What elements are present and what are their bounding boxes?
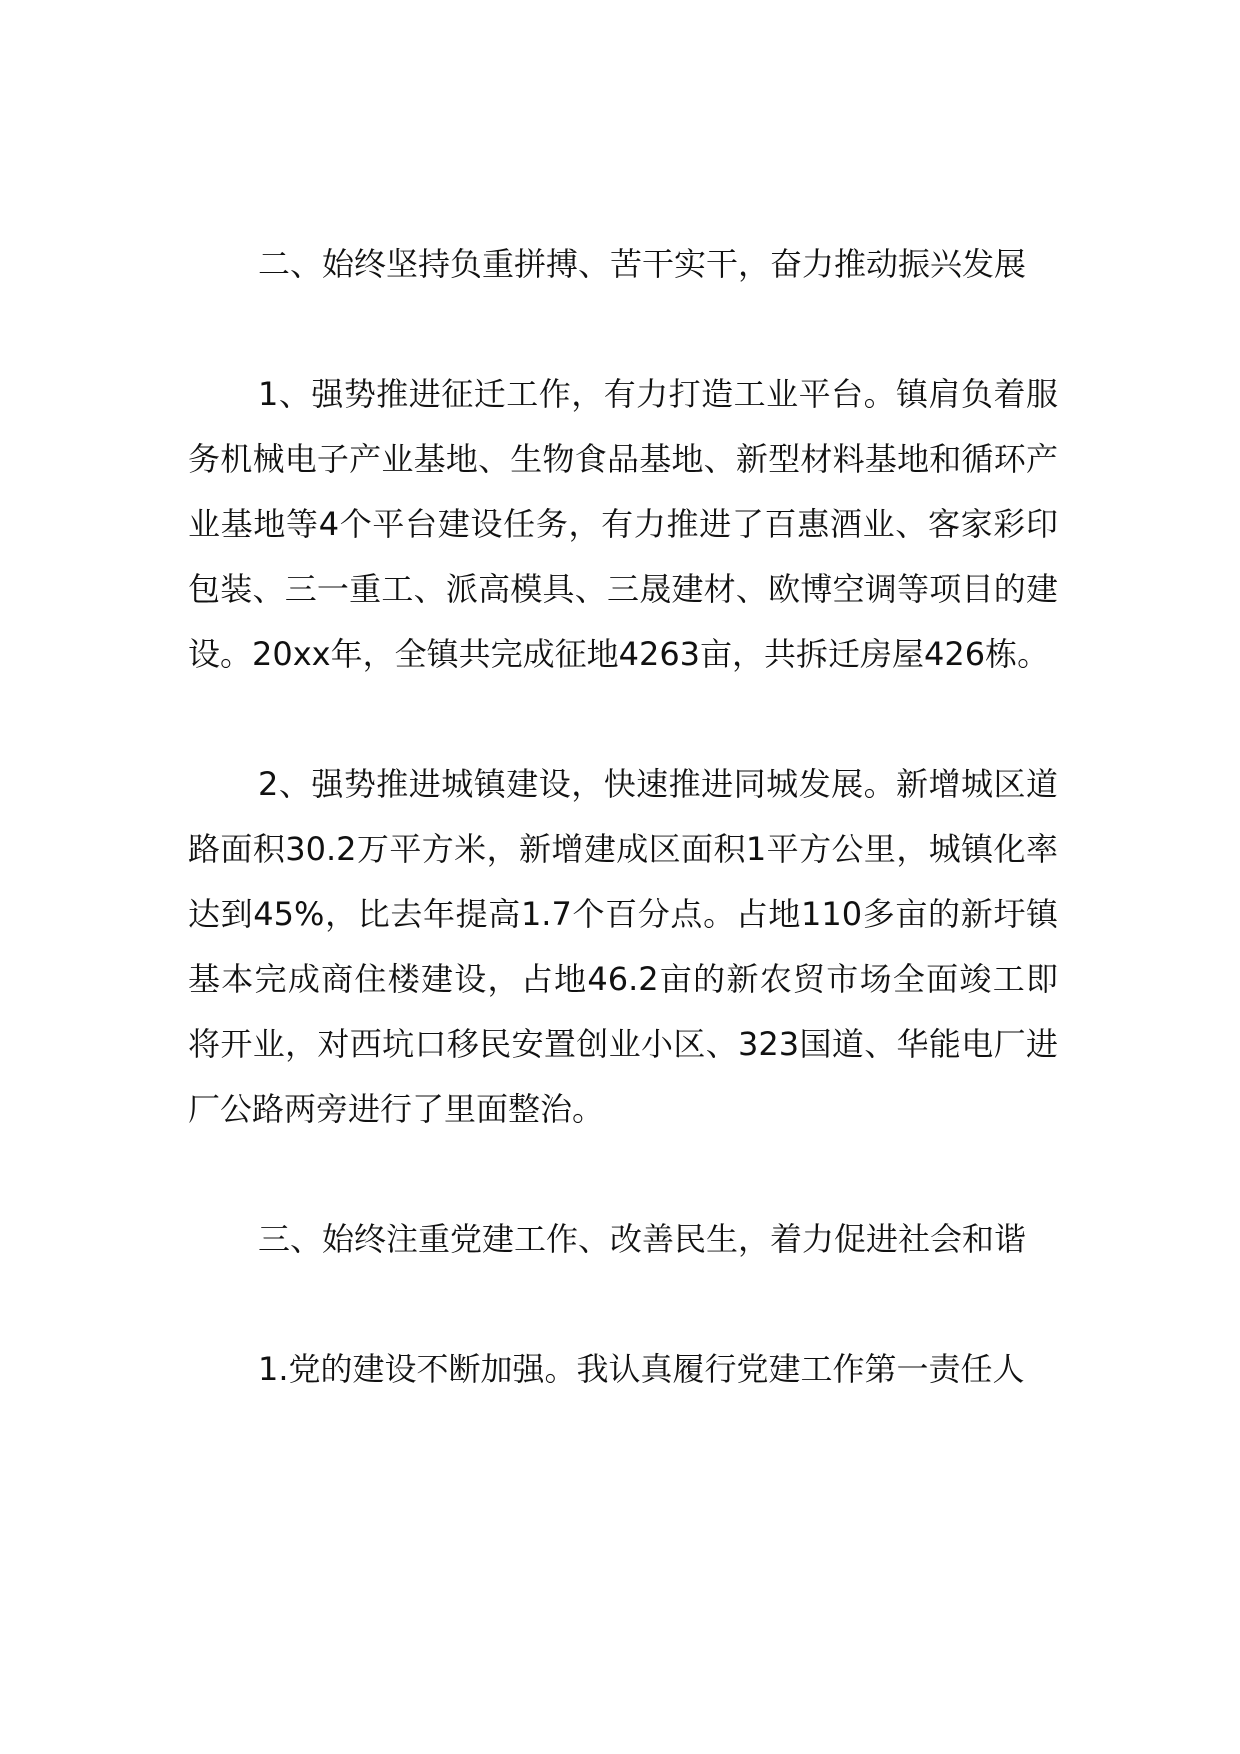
document-body (188, 232, 1058, 1402)
paragraph-relocation-industrial-platform: 1、强势推进征迁工作，有力打造工业平台。镇肩负着服务机械电子产业基地、生物食品基地、新型材料基地和循环产业基地等4个平台建设任务，有力推进了百惠酒业、客家彩印包装、三一重工、派高模具、三晟建材、欧博空调等项目的建设。20xx年，全镇共完成征地4263亩，共拆迁房屋426栋。 (188, 375, 1058, 673)
paragraph-town-construction: 2、强势推进城镇建设，快速推进同城发展。新增城区道路面积30.2万平方米，新增建成区面积1平方公里，城镇化率达到45%，比去年提高1.7个百分点。占地110多亩的新圩镇基本完成商住楼建设，占地46.2亩的新农贸市场全面竣工即将开业，对西坑口移民安置创业小区、323国道、华能电厂进厂公路两旁进行了里面整治。 (188, 765, 1058, 1128)
section-heading-3: 三、始终注重党建工作、改善民生，着力促进社会和谐 (258, 1220, 1027, 1258)
paragraph-party-building: 1.党的建设不断加强。我认真履行党建工作第一责任人 (258, 1350, 1025, 1388)
section-heading-2: 二、始终坚持负重拼搏、苦干实干，奋力推动振兴发展 (258, 245, 1027, 283)
